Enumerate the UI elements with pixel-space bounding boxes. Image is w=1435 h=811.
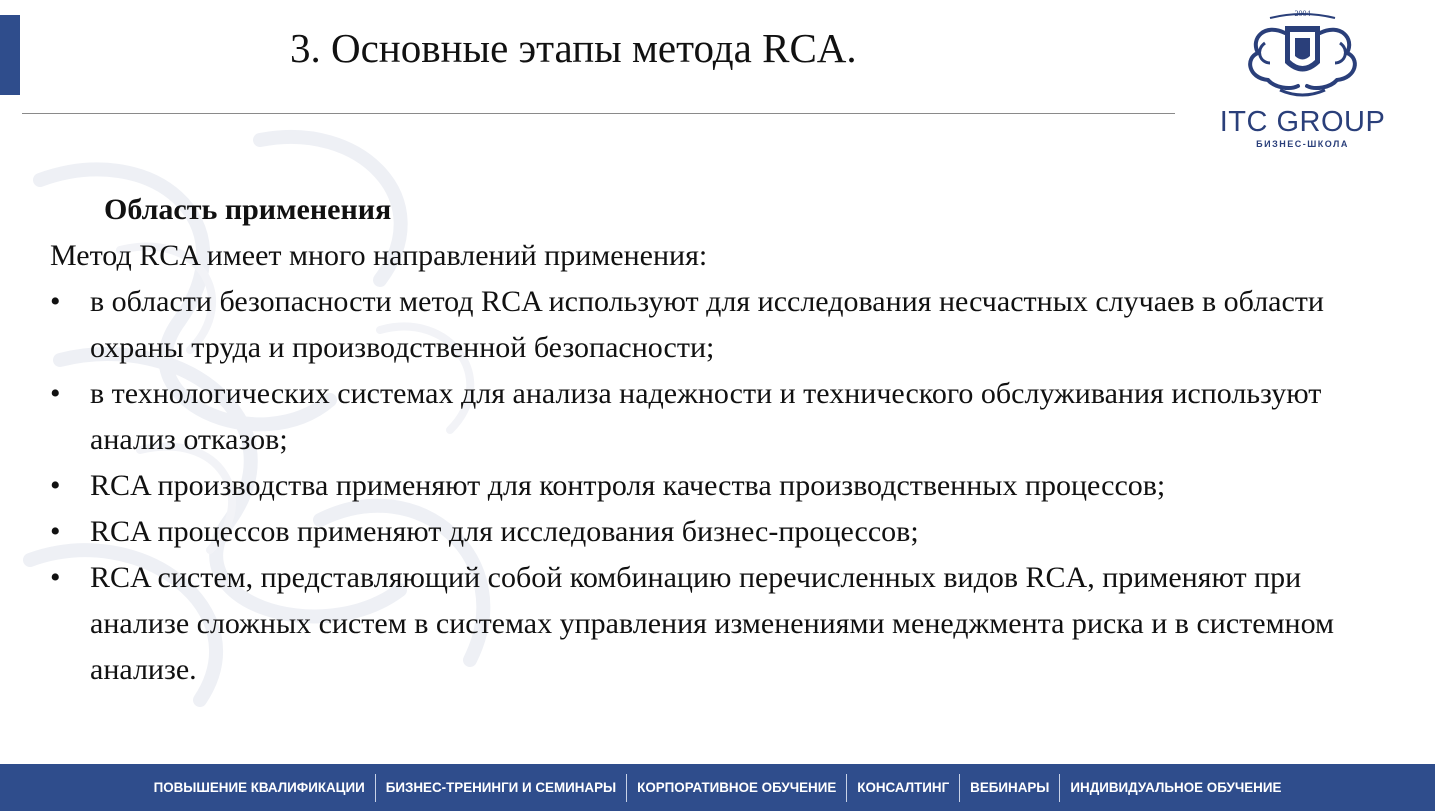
list-item-text: RCA процессов применяют для исследования бизнес-процессов; [90, 515, 919, 548]
footer-bar [0, 764, 1435, 811]
bullet-icon: • [50, 377, 61, 410]
list-item [50, 509, 1380, 555]
list-item-text: RCA систем, представляющий собой комбинацию перечисленных видов RCA, применяют при анализе сложных систем в системах управления изменениями менеджмента риска и в системном анализе. [90, 561, 1335, 686]
bullet-icon: • [50, 515, 61, 548]
footer-item-corporate[interactable]: КОРПОРАТИВНОЕ ОБУЧЕНИЕ [637, 780, 837, 795]
crest-icon [1240, 8, 1365, 103]
intro-text: Метод RCA имеет много направлений применения: [50, 239, 708, 272]
bullet-icon: • [50, 285, 61, 318]
list-item [50, 279, 1380, 371]
list-item [50, 463, 1380, 509]
bullet-list [50, 279, 1380, 693]
list-item [50, 371, 1380, 463]
slide-title: 3. Основные этапы метода RCA. [290, 25, 857, 71]
footer-item-webinars[interactable]: ВЕБИНАРЫ [970, 780, 1050, 795]
list-item [50, 555, 1380, 693]
footer-item-consulting[interactable]: КОНСАЛТИНГ [857, 780, 950, 795]
list-item-text: в технологических системах для анализа надежности и технического обслуживания используют анализ отказов; [90, 377, 1322, 456]
footer-item-qualification[interactable]: ПОВЫШЕНИЕ КВАЛИФИКАЦИИ [153, 780, 365, 795]
bullet-icon: • [50, 561, 61, 594]
title-divider [22, 113, 1175, 114]
section-heading: Область применения [104, 193, 392, 226]
footer-item-trainings[interactable]: БИЗНЕС-ТРЕНИНГИ И СЕМИНАРЫ [385, 780, 617, 795]
slide-content [50, 187, 1380, 693]
logo-name: ITC GROUP [1219, 106, 1386, 138]
logo [1200, 8, 1405, 148]
list-item-text: в области безопасности метод RCA используют для исследования несчастных случаев в области охраны труда и производственной безопасности; [90, 285, 1324, 364]
logo-year: 2004 [1294, 9, 1311, 18]
logo-subtitle: БИЗНЕС-ШКОЛА [1256, 139, 1349, 149]
bullet-icon: • [50, 469, 61, 502]
footer-item-individual[interactable]: ИНДИВИДУАЛЬНОЕ ОБУЧЕНИЕ [1070, 780, 1282, 795]
left-accent-bar [0, 15, 20, 95]
list-item-text: RCA производства применяют для контроля качества производственных процессов; [90, 469, 1166, 502]
